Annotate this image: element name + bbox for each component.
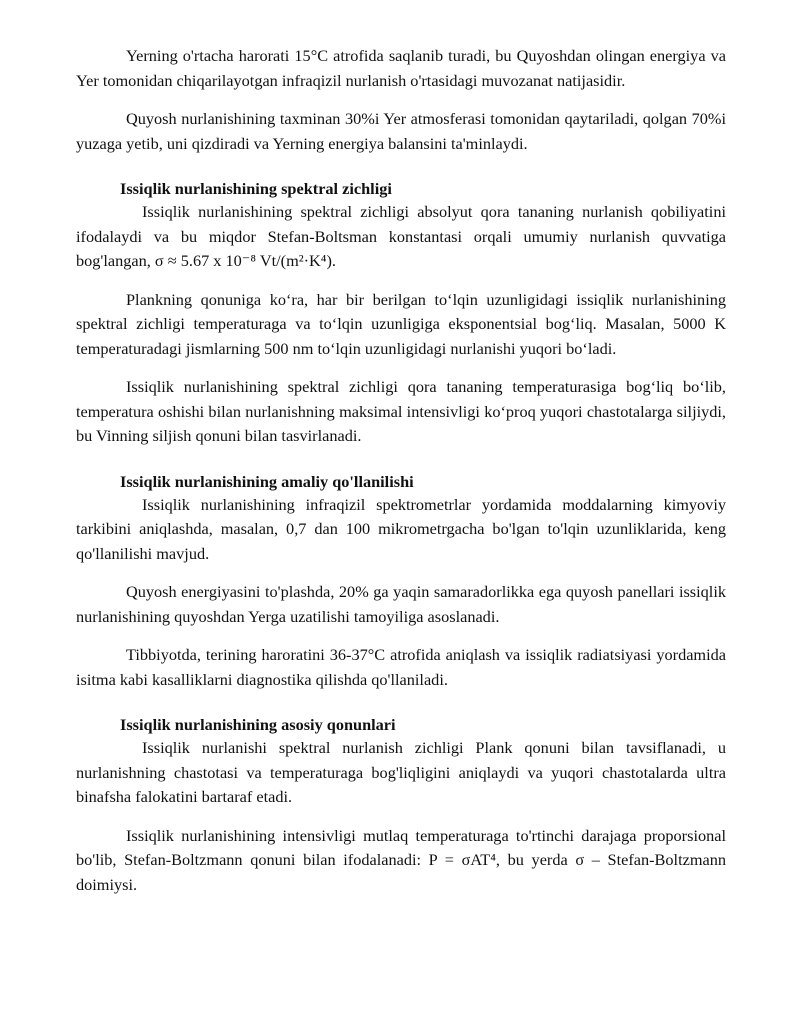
- applications-paragraph-2: Quyosh energiyasini to'plashda, 20% ga yaqin samaradorlikka ega quyosh panellari issiqlik nurlanishining quyoshdan Yerga uzatilishi tamoyiliga asoslanadi.: [76, 582, 726, 626]
- document-page: [76, 44, 726, 897]
- spectral-paragraph-1: Issiqlik nurlanishining spektral zichligi absolyut qora tananing nurlanish qobiliyatini ifodalaydi va bu miqdor Stefan-Boltsman konstantasi orqali umumiy nurlanish quvvatiga bog'langan, σ ≈ 5.67 x 10⁻⁸ Vt/(m²·K⁴).: [76, 202, 726, 270]
- section-heading-applications: Issiqlik nurlanishining amaliy qo'llanilishi: [120, 471, 414, 491]
- spectral-paragraph-3: Issiqlik nurlanishining spektral zichligi qora tananing temperaturasiga bog‘liq bo‘lib, temperatura oshishi bilan nurlanishning maksimal intensivligi ko‘proq yuqori chastotalarga siljiydi, bu Vinning siljish qonuni bilan tasvirlanadi.: [76, 377, 726, 445]
- laws-paragraph-1: Issiqlik nurlanishi spektral nurlanish zichligi Plank qonuni bilan tavsiflanadi, u nurlanishning chastotasi va temperaturaga bog'liqligini aniqlaydi va yuqori chastotalarda ultra binafsha falokatini bartaraf etadi.: [76, 738, 726, 806]
- section-heading-spectral-density: Issiqlik nurlanishining spektral zichligi: [120, 179, 392, 198]
- intro-paragraph-1: Yerning o'rtacha harorati 15°C atrofida saqlanib turadi, bu Quyoshdan olingan energiya va Yer tomonidan chiqarilayotgan infraqizil nurlanish o'rtasidagi muvozanat natijasidir.: [76, 46, 726, 90]
- spectral-paragraph-2: Plankning qonuniga ko‘ra, har bir berilgan to‘lqin uzunligidagi issiqlik nurlanishining spektral zichligi temperaturaga va to‘lqin uzunligiga eksponentsial bog‘liq. Masalan, 5000 K temperaturadagi jismlarning 500 nm to‘lqin uzunligidagi nurlanishi yuqori bo‘ladi.: [76, 289, 726, 358]
- laws-paragraph-2: Issiqlik nurlanishining intensivligi mutlaq temperaturaga to'rtinchi darajaga proporsional bo'lib, Stefan-Boltzmann qonuni bilan ifodalanadi: P = σAT⁴, bu yerda σ – Stefan-Boltzmann doimiysi.: [76, 825, 726, 894]
- intro-paragraph-2: Quyosh nurlanishining taxminan 30%i Yer atmosferasi tomonidan qaytariladi, qolgan 70%i yuzaga yetib, uni qizdiradi va Yerning energiya balansini ta'minlaydi.: [76, 109, 726, 153]
- applications-paragraph-1: Issiqlik nurlanishining infraqizil spektrometrlar yordamida moddalarning kimyoviy tarkibini aniqlashda, masalan, 0,7 dan 100 mikrometrgacha bo'lgan to'lqin uzunliklarida, keng qo'llanilishi mavjud.: [76, 494, 726, 563]
- section-heading-laws: Issiqlik nurlanishining asosiy qonunlari: [120, 715, 396, 734]
- applications-paragraph-3: Tibbiyotda, terining haroratini 36-37°C atrofida aniqlash va issiqlik radiatsiyasi yordamida isitma kabi kasalliklarni diagnostika qilishda qo'llaniladi.: [76, 645, 726, 689]
